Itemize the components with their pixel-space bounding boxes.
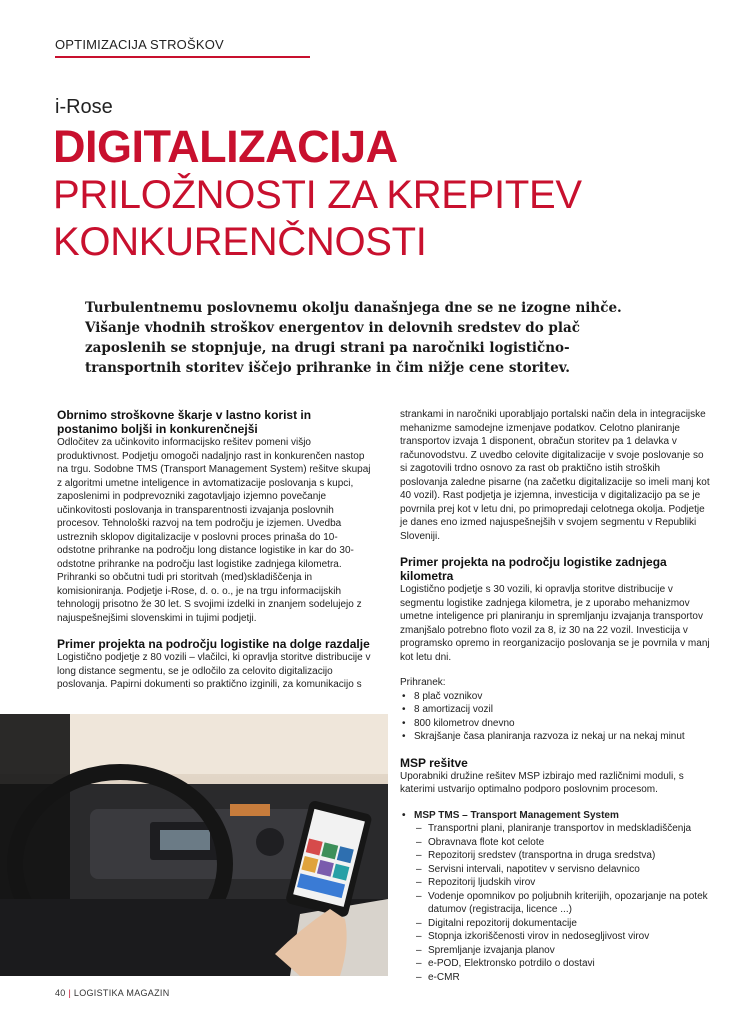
magazine-name: LOGISTIKA MAGAZIN xyxy=(73,988,170,998)
page-subtitle xyxy=(53,172,582,266)
left-heading-2: Primer projekta na področju logistike na dolge razdalje xyxy=(57,637,370,651)
page-number: 40 xyxy=(55,988,66,998)
list-item: – Vodenje opomnikov po poljubnih kriterijih, opozarjanje na potek datumov (registracija, licence ...) xyxy=(414,890,710,917)
list-item: – Servisni intervali, napotitev v servisno delavnico xyxy=(414,863,710,877)
list-item: – e-CMR xyxy=(414,971,710,985)
left-paragraph-2: Logistično podjetje z 80 vozili – vlačilci, ki opravlja storitve distribucije v long distance segmentu, se je odločilo za celovito digitalizacijo poslovanja. Papirni dokumenti so praktično izginili, za komunikacijo s xyxy=(57,652,371,690)
right-column xyxy=(400,408,710,984)
savings-label: Prihranek: xyxy=(400,677,446,688)
left-heading-1: Obrnimo stroškovne škarje v lastno korist in postanimo boljši in konkurenčnejši xyxy=(57,408,312,436)
list-item: – Stopnja izkoriščenosti virov in nedosegljivost virov xyxy=(414,930,710,944)
list-item: – Transportni plani, planiranje transportov in medskladiščenja xyxy=(414,822,710,836)
list-item: – Spremljanje izvajanja planov xyxy=(414,944,710,958)
subtitle-line-1: PRILOŽNOSTI ZA KREPITEV xyxy=(53,173,582,217)
list-item: – e-POD, Elektronsko potrdilo o dostavi xyxy=(414,957,710,971)
right-heading-1: Primer projekta na področju logistike zadnjega kilometra xyxy=(400,555,667,583)
photo-illustration xyxy=(0,714,388,976)
savings-list xyxy=(400,690,710,744)
right-paragraph-2: Logistično podjetje s 30 vozili, ki opravlja storitve distribucije v segmentu logistike zadnjega kilometra, je z uporabo mehanizmov umetne inteligence pri planiranju in spremljanju izvajanja transportov zmanjšalo potrebno floto vozil za 8, iz 30 na 22 vozil. Investicija v programsko opremo in reorganizacijo poslovanja se je povrnila v manj kot letu dni. xyxy=(400,584,710,663)
tms-items xyxy=(414,822,710,984)
list-item: – Obravnava flote kot celote xyxy=(414,836,710,850)
footer-separator: | xyxy=(68,988,72,998)
page-footer xyxy=(55,988,170,998)
list-item: – Repozitorij sredstev (transportna in druga sredstva) xyxy=(414,849,710,863)
tms-title: • MSP TMS – Transport Management System xyxy=(400,809,710,823)
list-item: – Repozitorij ljudskih virov xyxy=(414,876,710,890)
list-item: • 8 amortizacij vozil xyxy=(400,703,710,717)
list-item: • 800 kilometrov dnevno xyxy=(400,717,710,731)
section-rule xyxy=(55,56,310,58)
page-title: DIGITALIZACIJA xyxy=(53,121,398,172)
left-paragraph-1: Odločitev za učinkovito informacijsko rešitev pomeni višjo produktivnost. Podjetju omogoči nadaljnjo rast in konkurenčen nastop na trgu. Sodobne TMS (Transport Management System) rešitve skupaj z algoritmi umetne inteligence in avtomatizacije poslovanja s kupci, zaposlenimi in podprevozniki zagotavljajo izjemno povečanje učinkovitosti poslovanja in transparentnosti izvajanja poslovnih procesov. Tehnološki razvoj na tem področju je izjemen. Uvedba ustreznih sklopov digitalizacije v poslovni proces prinaša do 10-odstotne prihranke na področju long distance logistike in kar do 30-odstotne prihranke na področju last logistike zadnjega kilometra. Prihranki so občutni tudi pri storitvah (med)skladiščenja in komisioniranja. Podjetje i-Rose, d. o. o., je na trgu informacijskih tehnologij prisotno že 30 let. S svojimi izdelki in znanjem sodelujejo z najuspešnejšimi slovenskimi in tujimi podjetji. xyxy=(57,437,371,624)
list-item: • 8 plač voznikov xyxy=(400,690,710,704)
tms-list xyxy=(400,809,710,823)
list-item: – Digitalni repozitorij dokumentacije xyxy=(414,917,710,931)
truck-cab-photo xyxy=(0,714,388,976)
left-column xyxy=(57,408,375,692)
list-item: • Skrajšanje časa planiranja razvoza iz nekaj ur na nekaj minut xyxy=(400,730,710,744)
subtitle-line-2: KONKURENČNOSTI xyxy=(53,220,427,264)
lead-paragraph: Turbulentnemu poslovnemu okolju današnjega dne se ne izogne nihče. Višanje vhodnih stroškov energentov in delovnih sredstev do plač zaposlenih se stopnjuje, na drugi strani pa naročniki logistično-transportnih storitev iščejo prihranke in čim nižje cene storitev. xyxy=(85,300,622,376)
section-tag: OPTIMIZACIJA STROŠKOV xyxy=(55,37,224,52)
right-paragraph-3: Uporabniki družine rešitev MSP izbirajo med različnimi moduli, s katerimi ustvarijo optimalno podporo poslovnim procesom. xyxy=(400,770,684,795)
brand-name: i-Rose xyxy=(55,96,113,118)
right-heading-2: MSP rešitve xyxy=(400,755,468,770)
right-paragraph-1: strankami in naročniki uporabljajo portalski način dela in integracijske mehanizme samodejne izmenjave podatkov. Celotno planiranje transportov izvaja 1 disponent, obračun storitev pa 1 delavka v računovodstvu. Z uvedbo celovite digitalizacije v svoje poslovanje so si zagotovili trdno osnovo za rast ob praktično istih stroških poslovanja zaledne pisarne (na začetku digitalizacije so imeli manj kot 40 vozil). Rast podjetja je izjemna, investicija v digitalizacijo pa se je povrnila prej kot v letu dni, po primopredaji celotnega okolja. Podjetje je danes eno izmed najuspešnejših v svojem segmentu v Republiki Sloveniji. xyxy=(400,409,710,542)
